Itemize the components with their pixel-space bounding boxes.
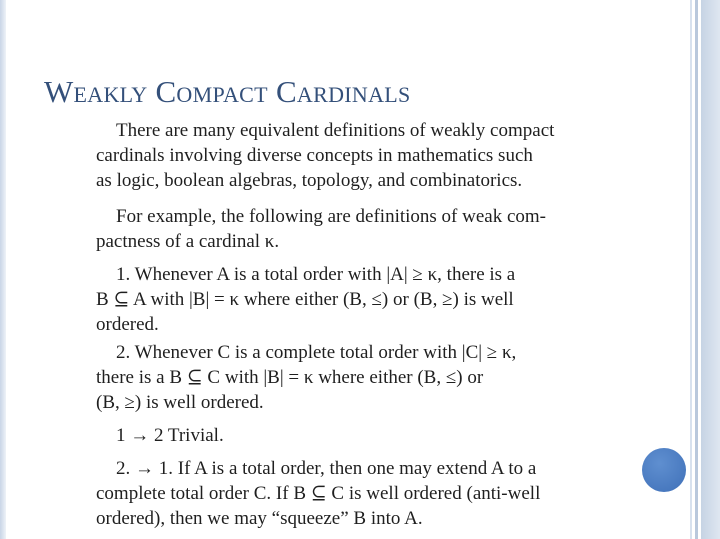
text-line: there is a B ⊆ C with |B| = κ where either (B, ≤) or xyxy=(96,367,484,388)
definition-1 xyxy=(96,262,515,337)
proof-1-to-2 xyxy=(96,423,224,448)
definition-2 xyxy=(96,340,516,415)
paragraph-example xyxy=(96,204,546,254)
text-line: 2. → 1. If A is a total order, then one may extend A to a xyxy=(116,458,537,479)
text-line: 1. Whenever A is a total order with |A| ≥ κ, there is a xyxy=(116,264,516,285)
text-line: ordered. xyxy=(96,314,159,335)
text-line: as logic, boolean algebras, topology, and combinatorics. xyxy=(96,170,523,191)
text-line: B ⊆ A with |B| = κ where either (B, ≤) or (B, ≥) is well xyxy=(96,289,514,310)
text-line: cardinals involving diverse concepts in mathematics such xyxy=(96,145,533,166)
text-line: There are many equivalent definitions of weakly compact xyxy=(116,120,555,141)
proof-2-to-1 xyxy=(96,456,540,531)
paragraph-intro xyxy=(96,118,554,193)
text-line: For example, the following are definitions of weak com- xyxy=(116,206,547,227)
text-line: pactness of a cardinal κ. xyxy=(96,231,280,252)
slide-title: Weakly Compact Cardinals xyxy=(44,74,411,109)
text-line: complete total order C. If B ⊆ C is well ordered (anti-well xyxy=(96,483,541,504)
text-line: ordered), then we may “squeeze” B into A. xyxy=(96,508,423,529)
text-line: 1 → 2 Trivial. xyxy=(116,425,224,446)
text-line: (B, ≥) is well ordered. xyxy=(96,392,264,413)
decorative-circle xyxy=(642,448,686,492)
text-line: 2. Whenever C is a complete total order with |C| ≥ κ, xyxy=(116,342,517,363)
slide-left-border xyxy=(0,0,6,539)
slide-right-border xyxy=(690,0,720,539)
